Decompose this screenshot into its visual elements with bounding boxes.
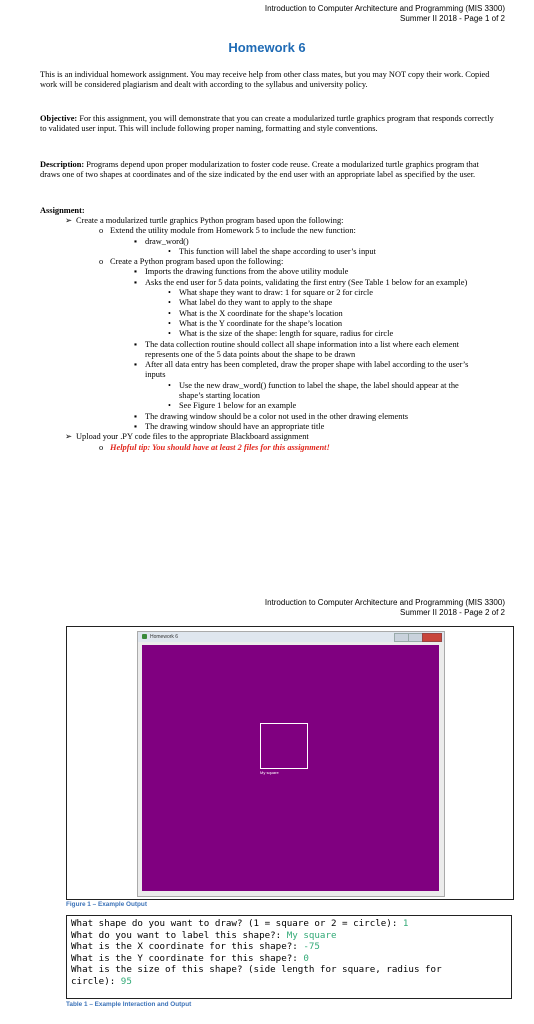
square-bullet-icon: ▪ <box>134 236 137 246</box>
window-title: Homework 6 <box>150 634 179 640</box>
minimize-button[interactable] <box>394 633 409 642</box>
assignment-label: Assignment: <box>40 206 85 215</box>
assignment-list <box>0 216 534 453</box>
dot-bullet-icon: • <box>168 329 171 339</box>
list-item <box>134 360 490 381</box>
list-item <box>99 257 496 267</box>
list-item-text: The data collection routine should collect all shape information into a list where each element represents one of the 5 data points about the shape to be drawn <box>145 339 459 359</box>
list-item-text: draw_word() <box>145 236 189 246</box>
list-item-text: What is the size of the shape: length for square, radius for circle <box>179 329 394 339</box>
list-item <box>168 401 496 411</box>
list-item <box>65 216 496 226</box>
list-item <box>99 442 496 453</box>
list-item <box>134 236 496 247</box>
terminal-line <box>71 941 507 953</box>
dot-bullet-icon: • <box>168 288 171 298</box>
dot-bullet-icon: • <box>168 380 171 390</box>
terminal-input: -75 <box>303 941 320 953</box>
course-title: Introduction to Computer Architecture and Programming (MIS 3300) <box>264 4 505 13</box>
dot-bullet-icon: • <box>168 246 171 256</box>
circle-bullet-icon: o <box>99 257 104 267</box>
list-item <box>168 288 496 298</box>
description-label: Description: <box>40 160 85 169</box>
objective-label: Objective: <box>40 114 78 123</box>
page1-header <box>230 4 505 24</box>
list-item-text: What label do they want to apply to the shape <box>179 298 333 308</box>
square-bullet-icon: ▪ <box>134 339 137 349</box>
list-item-text: Upload your .PY code files to the appropriate Blackboard assignment <box>76 432 309 442</box>
helpful-tip: Helpful tip: You should have at least 2 files for this assignment! <box>110 442 330 452</box>
list-item <box>65 432 496 442</box>
list-item <box>168 318 496 329</box>
list-item <box>134 421 496 432</box>
terminal-input: My square <box>286 929 337 941</box>
list-item <box>168 308 496 319</box>
terminal-line <box>71 930 507 942</box>
dot-bullet-icon: • <box>168 308 171 318</box>
list-item <box>168 298 496 308</box>
square-bullet-icon: ▪ <box>134 360 137 370</box>
page-number: Summer II 2018 - Page 1 of 2 <box>400 14 505 23</box>
list-item-text: See Figure 1 below for an example <box>179 401 297 411</box>
list-item-text: This function will label the shape according to user’s input <box>179 246 376 256</box>
figure-caption: Figure 1 – Example Output <box>66 901 147 908</box>
list-item <box>134 267 496 277</box>
terminal-line <box>71 976 507 988</box>
circle-bullet-icon: o <box>99 442 104 452</box>
list-item-text: Create a Python program based upon the following: <box>110 257 284 267</box>
list-item-text: Create a modularized turtle graphics Python program based upon the following: <box>76 216 344 225</box>
course-title: Introduction to Computer Architecture and Programming (MIS 3300) <box>264 598 505 607</box>
terminal-prompt: What is the Y coordinate for this shape?: <box>71 952 304 964</box>
dot-bullet-icon: • <box>168 318 171 328</box>
list-item-text: Asks the end user for 5 data points, validating the first entry (See Table 1 below for an example) <box>145 277 468 287</box>
list-item-text: After all data entry has been completed, draw the proper shape with label according to the user’s inputs <box>145 360 469 380</box>
objective-paragraph <box>40 114 496 135</box>
page2-header <box>230 598 505 618</box>
list-item-text: What shape they want to draw: 1 for square or 2 for circle <box>179 288 373 298</box>
terminal-line <box>71 918 507 930</box>
list-item-text: The drawing window should be a color not used in the other drawing elements <box>145 411 409 421</box>
terminal-prompt: What is the X coordinate for this shape?: <box>71 941 304 953</box>
list-item-text: Imports the drawing functions from the above utility module <box>145 267 349 277</box>
figure-1 <box>66 626 514 900</box>
list-item <box>168 329 496 339</box>
terminal-output <box>66 915 512 999</box>
arrow-bullet-icon: ➢ <box>65 432 73 442</box>
square-bullet-icon: ▪ <box>134 421 137 431</box>
terminal-input: 95 <box>120 975 132 987</box>
arrow-bullet-icon: ➢ <box>65 216 73 225</box>
description-text: Programs depend upon proper modularization to foster code reuse. Create a modularized turtle graphics program that draws one of two shapes at coordinates and of the size indicated by the end user with an appropriate label as specified by the user. <box>40 160 479 180</box>
list-item <box>99 226 496 236</box>
terminal-prompt: circle): <box>71 975 121 987</box>
intro-paragraph: This is an individual homework assignment. You may receive help from other class mates, but you may NOT copy their work. Copied work will be considered plagiarism and dealt with according to the syllabus and university policy. <box>40 70 490 90</box>
dot-bullet-icon: • <box>168 298 171 308</box>
list-item <box>168 380 484 402</box>
list-item-text: The drawing window should have an appropriate title <box>145 421 325 431</box>
terminal-line <box>71 953 507 965</box>
document-title: Homework 6 <box>228 40 306 55</box>
turtle-app-icon <box>142 634 147 639</box>
list-item-text: What is the X coordinate for the shape’s location <box>179 308 343 318</box>
window-titlebar <box>138 632 444 642</box>
table-caption: Table 1 – Example Interaction and Output <box>66 1001 192 1008</box>
maximize-button[interactable] <box>408 633 423 642</box>
terminal-prompt: What is the size of this shape? (side length for square, radius for <box>71 964 442 976</box>
assignment-heading <box>40 206 85 216</box>
terminal-prompt: What shape do you want to draw? (1 = square or 2 = circle): <box>71 918 403 929</box>
circle-bullet-icon: o <box>99 226 104 236</box>
list-item-text: What is the Y coordinate for the shape’s location <box>179 318 343 328</box>
square-bullet-icon: ▪ <box>134 411 137 421</box>
square-bullet-icon: ▪ <box>134 267 137 277</box>
terminal-prompt: What do you want to label this shape?: <box>71 929 287 941</box>
terminal-line <box>71 964 507 976</box>
list-item-text: Extend the utility module from Homework 5 to include the new function: <box>110 226 356 236</box>
terminal-input: 1 <box>402 918 409 929</box>
list-item <box>168 246 496 257</box>
list-item-text: Use the new draw_word() function to label the shape, the label should appear at the shape’s starting location <box>179 380 459 401</box>
dot-bullet-icon: • <box>168 401 171 411</box>
page-number: Summer II 2018 - Page 2 of 2 <box>400 608 505 617</box>
turtle-canvas <box>142 645 439 891</box>
drawn-square <box>260 723 308 769</box>
square-bullet-icon: ▪ <box>134 277 137 287</box>
description-paragraph <box>40 160 496 181</box>
shape-label: My square <box>260 770 279 775</box>
terminal-input: 0 <box>303 952 309 964</box>
list-item <box>134 411 490 422</box>
list-item <box>134 339 490 361</box>
objective-text: For this assignment, you will demonstrate that you can create a modularized turtle graphics program that responds correctly to validated user input. This will include following proper naming, formatting and style conventions. <box>40 114 494 134</box>
turtle-window <box>137 631 445 897</box>
list-item <box>134 277 490 288</box>
close-button[interactable] <box>422 633 442 642</box>
